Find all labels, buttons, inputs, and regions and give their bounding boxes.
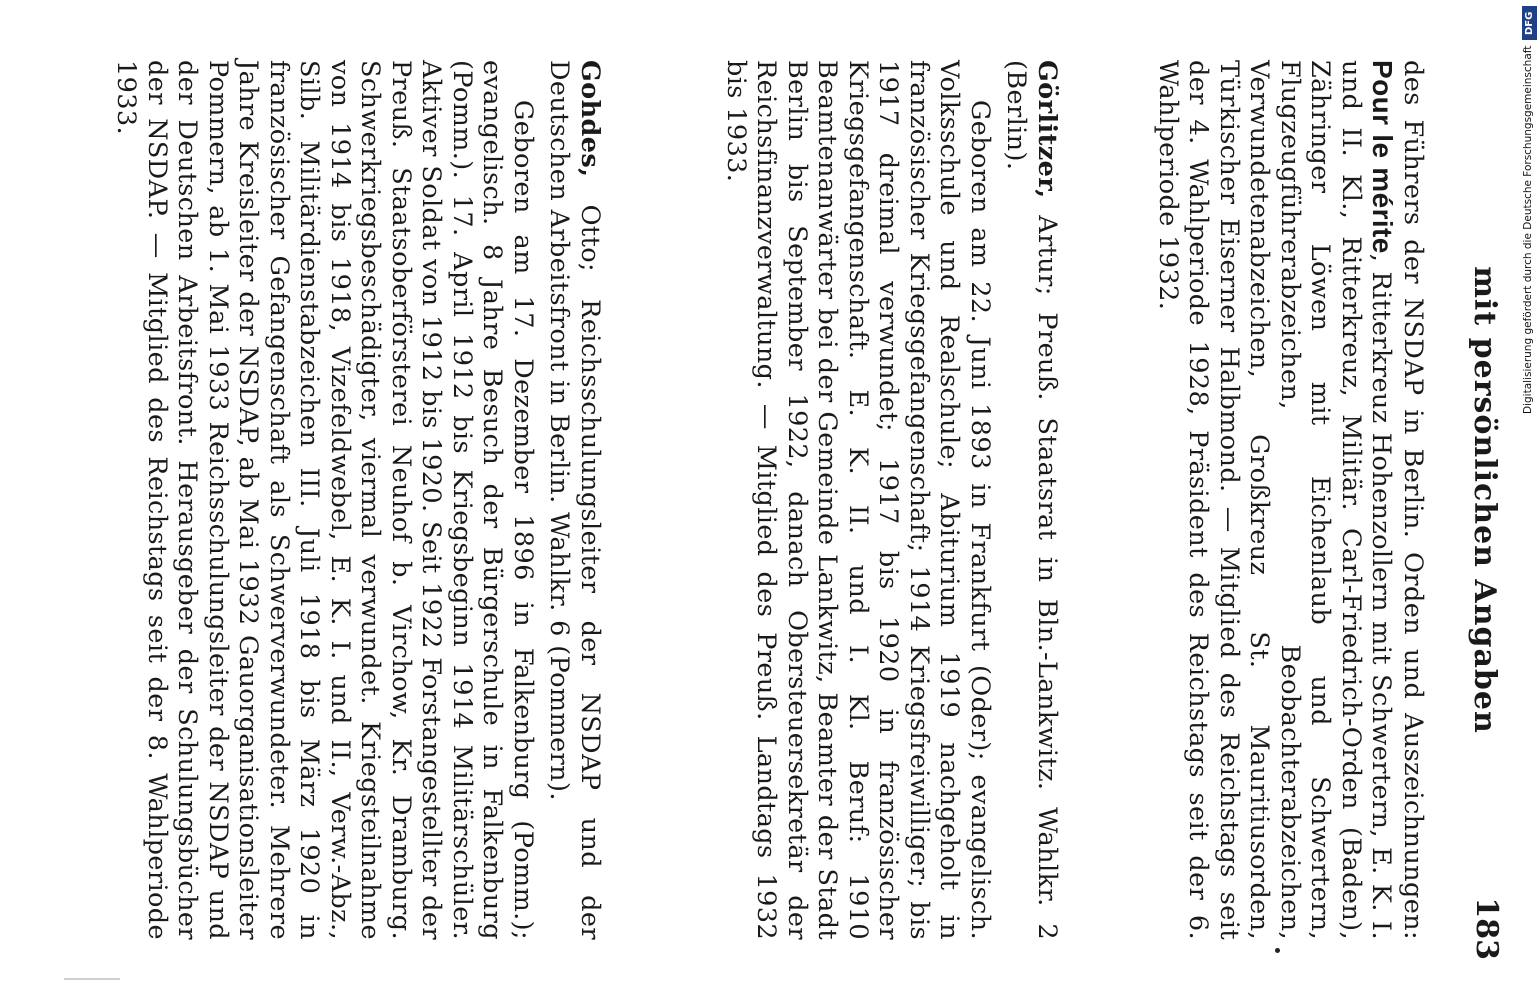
biography-entry-continued bbox=[1153, 60, 1429, 940]
entry-surname: Görlitzer, bbox=[1032, 60, 1062, 199]
dfg-logo-icon: DFG bbox=[1522, 6, 1537, 40]
entry-heading bbox=[1001, 60, 1062, 940]
scan-smudge bbox=[64, 978, 120, 980]
entry-body: Geboren am 17. Dezember 1896 in Falkenburg (Pomm.); evangelisch. 8 Jahre Besuch der Bürgerschule in Falkenburg (Pomm.). 17. April 1912 bis Kriegsbeginn 1914 Militärschüler. Aktiver Soldat von 1912 bis 1920. Seit 1922 Forstangestellter der Preuß. Staatsoberförsterei Neuhof b. Virchow, Kr. Dramburg. Schwerkriegsbeschädigter, viermal verwundet. Kriegsteilnahme von 1914 bis 1918, Vizefeldwebel, E. K. I. und II., Verw.-Abz., Silb. Militärdienstabzeichen III. Juli 1918 bis März 1920 in französischer Gefangenschaft als Schwerverwundeter. Mehrere Jahre Kreisleiter der NSDAP, ab Mai 1932 Gauorganisationsleiter Pommern, ab 1. Mai 1933 Reichsschulungsleiter der NSDAP und der Deutschen Arbeitsfront. Herausgeber der Schulungsbücher der NSDAP. — Mitglied des Reichstags seit der 8. Wahlperiode 1933. bbox=[111, 60, 538, 940]
paragraph-text: , Ritterkreuz Hohenzollern mit Schwertern, E. K. I. und II. Kl., Ritterkreuz, Militär. Carl-Friedrich-Orden (Baden), Zähringer Löwen mit Eichenlaub und Schwertern, Flugzeugführerabzeichen, Beobachterabzeichen, Verwundetenabzeichen, Großkreuz St. Mauritiusorden, Türkischer Eiserner Halbmond. — Mitglied des Reichstags seit der 4. Wahlperiode 1928, Präsident des Reichstags seit der 6. Wahlperiode 1932. bbox=[1153, 60, 1397, 940]
credit-text: Digitalisierung gefördert durch die Deutsche Forschungsgemeinschaft bbox=[1522, 46, 1534, 415]
document-page bbox=[10, 20, 1510, 980]
entry-heading bbox=[544, 60, 605, 940]
biography-entry bbox=[111, 60, 605, 940]
emphasized-text: Pour le mérite bbox=[1367, 60, 1399, 254]
paragraph-text: des Führers der NSDAP in Berlin. Orden und Auszeichnungen: bbox=[1398, 60, 1428, 940]
entry-paragraph bbox=[1153, 60, 1429, 940]
entry-intro: Artur; Preuß. Staatsrat in Bln.-Lankwitz. Wahlkr. 2 (Berlin). bbox=[1001, 60, 1062, 940]
digitisation-credit bbox=[1521, 0, 1538, 1000]
entry-intro: Otto; Reichsschulungsleiter der NSDAP und der Deutschen Arbeitsfront in Berlin. Wahlkr. 6 (Pommern). bbox=[544, 60, 605, 940]
running-head: mit persönlichen Angaben bbox=[1467, 266, 1502, 734]
ink-speck bbox=[1275, 948, 1280, 953]
entry-surname: Gohdes, bbox=[575, 60, 605, 178]
biography-entry bbox=[721, 60, 1063, 940]
entry-body: Geboren am 22. Juni 1893 in Frankfurt (Oder); evangelisch. Volksschule und Realschule; Abiturium 1919 nachgeholt in französischer Kriegsgefangenschaft; 1914 Kriegsfreiwilliger; bis 1917 dreimal verwundet; 1917 bis 1920 in französischer Kriegsgefangenschaft. E. K. II. und I. Kl. Beruf: 1910 Beamtenanwärter bei der Gemeinde Lankwitz, Beamter der Stadt Berlin bis September 1922, danach Obersteuersekretär der Reichsfinanzverwaltung. — Mitglied des Preuß. Landtags 1932 bis 1933. bbox=[721, 60, 995, 940]
page-header bbox=[1450, 20, 1510, 980]
page-number: 183 bbox=[1469, 897, 1504, 960]
